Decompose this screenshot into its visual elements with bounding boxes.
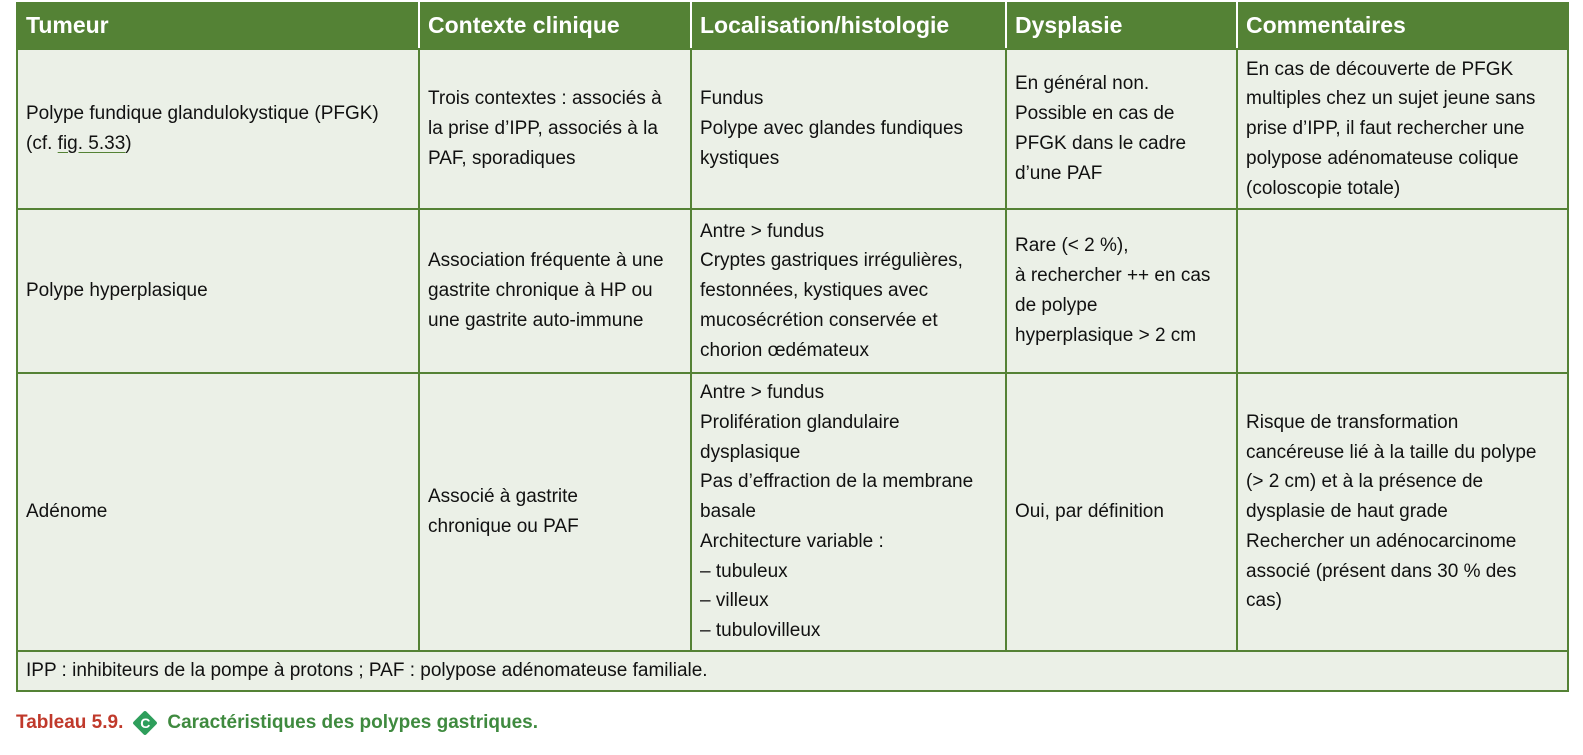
cell-tumeur (17, 49, 419, 209)
cell-commentaires (1237, 209, 1568, 373)
cell-tumeur (17, 373, 419, 651)
cell-tumeur (17, 209, 419, 373)
caption-text: Caractéristiques des polypes gastriques. (167, 712, 538, 733)
cell-line: mucosécrétion conservée et (700, 309, 938, 331)
cell-line: chorion œdémateux (700, 339, 869, 361)
table-footnote: IPP : inhibiteurs de la pompe à protons ; PAF : polypose adénomateuse familiale. (17, 651, 1568, 691)
cell-line: En général non. (1015, 73, 1150, 95)
cell-line: Cryptes gastriques irrégulières, (700, 250, 963, 272)
cell-line: Rare (< 2 %), (1015, 235, 1129, 257)
cell-commentaires (1237, 373, 1568, 651)
cell-contexte (419, 49, 691, 209)
cell-contexte (419, 373, 691, 651)
cell-line: d’une PAF (1015, 162, 1103, 184)
cell-line: dysplasie de haut grade (1246, 501, 1448, 523)
cell-line: hyperplasique > 2 cm (1015, 324, 1197, 346)
cell-line: une gastrite auto-immune (428, 309, 644, 331)
cell-line: Architecture variable : (700, 530, 884, 552)
table-row (17, 373, 1568, 651)
header-commentaires: Commentaires (1237, 3, 1568, 49)
caption-number: Tableau 5.9. (16, 712, 124, 733)
figure-link[interactable]: fig. 5.33 (57, 133, 126, 154)
cell-line: chronique ou PAF (428, 516, 579, 537)
cell-line: Possible en cas de (1015, 103, 1175, 125)
cell-line: Associé à gastrite (428, 486, 578, 508)
cell-line: Adénome (26, 501, 108, 523)
cell-line: Oui, par définition (1015, 501, 1164, 523)
cell-dysplasie (1006, 209, 1237, 373)
cell-line: multiples chez un sujet jeune sans (1246, 88, 1536, 110)
cell-contexte (419, 209, 691, 373)
header-dysplasie: Dysplasie (1006, 3, 1237, 49)
cell-line: Fundus (700, 88, 764, 110)
cell-line: Trois contextes : associés à (428, 88, 662, 110)
table-row (17, 209, 1568, 373)
ref-prefix: (cf. (26, 133, 58, 154)
cell-line: – tubulovilleux (700, 620, 821, 642)
cell-line: Rechercher un adénocarcinome (1246, 530, 1517, 552)
badge-letter: C (140, 715, 151, 731)
cell-line: kystiques (700, 147, 780, 169)
cell-dysplasie (1006, 373, 1237, 651)
cell-line: Antre > fundus (700, 220, 825, 242)
cell-line: Prolifération glandulaire (700, 411, 900, 433)
cell-line: Association fréquente à une (428, 250, 664, 272)
cell-line: (coloscopie totale) (1246, 177, 1401, 199)
cell-line: – tubuleux (700, 560, 788, 582)
cell-line: PFGK dans le cadre (1015, 133, 1187, 154)
cell-line: cancéreuse lié à la taille du polype (1246, 441, 1537, 463)
cell-localisation (691, 49, 1006, 209)
cell-line: gastrite chronique à HP ou (428, 280, 653, 302)
header-localisation: Localisation/histologie (691, 3, 1006, 49)
cell-line: la prise d’IPP, associés à la (428, 118, 658, 140)
cell-line: dysplasique (700, 441, 801, 463)
table-row (17, 49, 1568, 209)
cell-line: prise d’IPP, il faut rechercher une (1246, 118, 1525, 140)
cell-line: Polype fundique glandulokystique (PFGK) (26, 103, 379, 125)
ref-suffix: ) (125, 133, 132, 154)
table-caption (16, 708, 538, 738)
cell-line: de polype (1015, 295, 1098, 316)
cell-line: – villeux (700, 590, 769, 612)
cell-line: Risque de transformation (1246, 411, 1459, 433)
cell-line: Antre > fundus (700, 381, 825, 403)
cell-line: Polype avec glandes fundiques (700, 118, 964, 140)
table-header-row (17, 3, 1568, 49)
cell-line: cas) (1246, 590, 1282, 612)
cell-dysplasie (1006, 49, 1237, 209)
c-diamond-icon (132, 710, 158, 736)
cell-localisation (691, 373, 1006, 651)
header-tumeur: Tumeur (17, 3, 419, 49)
cell-line: En cas de découverte de PFGK (1246, 58, 1514, 80)
table-footnote-row (17, 651, 1568, 691)
cell-ref-line (26, 129, 410, 159)
cell-line: Polype hyperplasique (26, 280, 208, 302)
cell-line: à rechercher ++ en cas (1015, 265, 1211, 287)
cell-line: PAF, sporadiques (428, 147, 576, 169)
cell-line: Pas d’effraction de la membrane (700, 471, 974, 493)
polypes-table (16, 2, 1569, 692)
cell-localisation (691, 209, 1006, 373)
cell-line: basale (700, 501, 756, 523)
cell-line: (> 2 cm) et à la présence de (1246, 471, 1484, 493)
cell-line: festonnées, kystiques avec (700, 280, 929, 302)
cell-line: polypose adénomateuse colique (1246, 147, 1519, 169)
header-contexte: Contexte clinique (419, 3, 691, 49)
cell-commentaires (1237, 49, 1568, 209)
cell-line: associé (présent dans 30 % des (1246, 560, 1517, 582)
